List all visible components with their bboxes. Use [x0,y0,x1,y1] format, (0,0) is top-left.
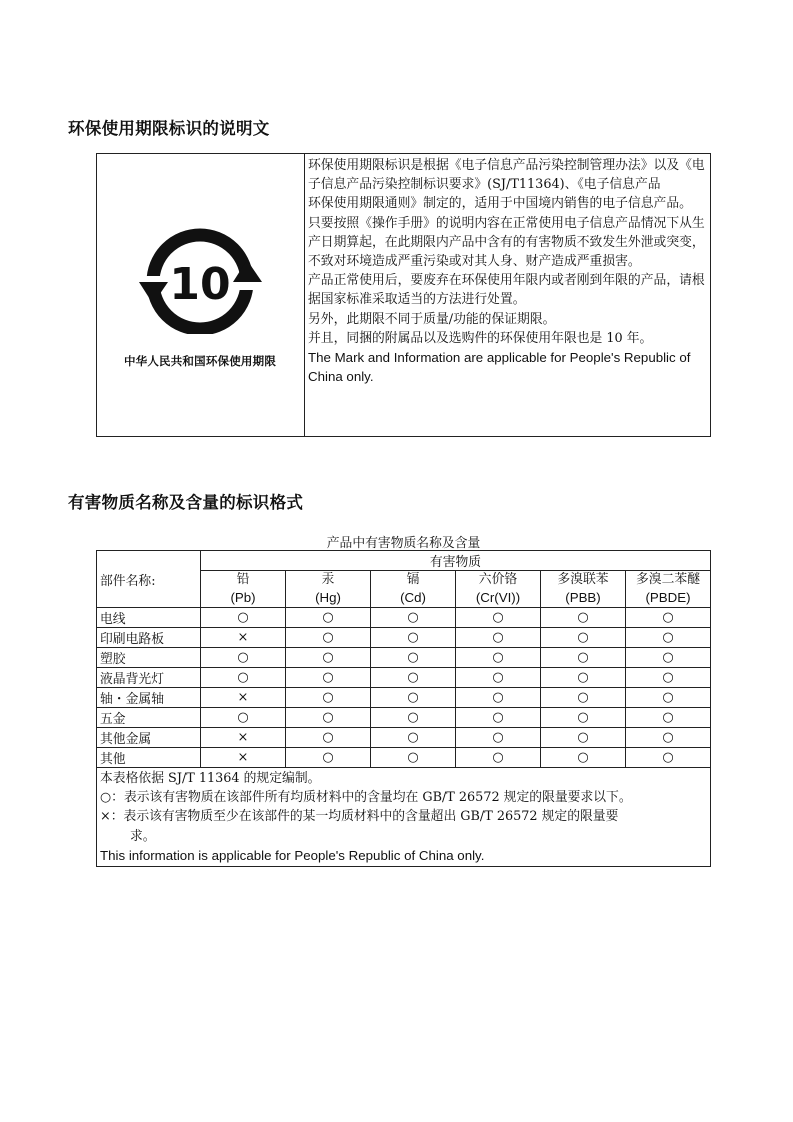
note-cross-cont: 求。 [130,828,156,844]
content-mark: ○ [286,728,371,748]
content-mark: ○ [456,608,541,628]
substance-header: 铅 (Pb) [201,571,286,608]
content-mark: ○ [541,648,626,668]
part-name: 五金 [97,708,201,728]
content-mark: ○ [626,608,711,628]
content-mark: ○ [626,688,711,708]
substance-header: 汞 (Hg) [286,571,371,608]
content-mark: × [201,688,286,708]
content-mark: ○ [286,668,371,688]
content-mark: ○ [456,708,541,728]
hazardous-substance-table [96,550,711,867]
paragraph: 只要按照《操作手册》的说明内容在正常使用电子信息产品情况下从生产日期算起，在此期限内产品中含有的有害物质不致发生外泄或突变，不致对环境造成严重污染或对其人身、财产造成严重损害。 [308,215,705,270]
table-row [97,748,711,768]
content-mark: ○ [541,608,626,628]
content-mark: ○ [371,628,456,648]
table-notes [97,768,711,867]
substance-header: 六价铬 (Cr(VI)) [456,571,541,608]
epup-10-mark-icon [137,224,263,334]
mark-number: 10 [169,259,231,310]
english-note: The Mark and Information are applicable for People's Republic of China only. [308,350,691,385]
part-name: 轴・金属轴 [97,688,201,708]
part-name: 塑胶 [97,648,201,668]
table-row [97,608,711,628]
content-mark: ○ [541,708,626,728]
group-header: 有害物质 [201,551,711,571]
epup-mark-table [96,153,711,437]
content-mark: ○ [201,668,286,688]
content-mark: ○ [286,688,371,708]
content-mark: ○ [456,748,541,768]
section-heading-hazardous: 有害物质名称及含量的标识格式 [68,493,304,512]
content-mark: ○ [541,668,626,688]
content-mark: ○ [286,708,371,728]
part-name: 电线 [97,608,201,628]
content-mark: ○ [286,648,371,668]
table-row [97,688,711,708]
part-header: 部件名称: [97,551,201,608]
substance-header: 镉 (Cd) [371,571,456,608]
content-mark: × [201,748,286,768]
mark-cell [97,154,305,437]
paragraph: 并且，同捆的附属品以及选购件的环保使用年限也是 10 年。 [308,330,653,346]
content-mark: ○ [456,728,541,748]
part-name: 印刷电路板 [97,628,201,648]
table-row [97,708,711,728]
content-mark: ○ [626,668,711,688]
content-mark: × [201,628,286,648]
content-mark: ○ [626,728,711,748]
content-mark: ○ [201,648,286,668]
content-mark: ○ [286,608,371,628]
part-name: 其他 [97,748,201,768]
content-mark: ○ [626,648,711,668]
table-caption: 产品中有害物质名称及含量 [326,536,481,551]
note-circle: ○：表示该有害物质在该部件所有均质材料中的含量均在 GB/T 26572 规定的限量要求以下。 [100,790,632,806]
content-mark: ○ [371,648,456,668]
note-english: This information is applicable for People's Republic of China only. [100,847,485,863]
table-row [97,648,711,668]
content-mark: ○ [201,708,286,728]
content-mark: ○ [371,748,456,768]
content-mark: ○ [456,628,541,648]
content-mark: ○ [201,608,286,628]
content-mark: ○ [286,628,371,648]
table-row [97,668,711,688]
section-heading-epup: 环保使用期限标识的说明文 [68,119,270,138]
part-name: 其他金属 [97,728,201,748]
table-row [97,628,711,648]
part-name: 液晶背光灯 [97,668,201,688]
content-mark: ○ [371,608,456,628]
mark-caption: 中华人民共和国环保使用期限 [123,354,277,368]
content-mark: ○ [626,628,711,648]
content-mark: ○ [456,688,541,708]
content-mark: ○ [456,668,541,688]
paragraph: 环保使用期限通则》制定的，适用于中国境内销售的电子信息产品。 [308,196,692,212]
table-row [97,728,711,748]
content-mark: ○ [541,748,626,768]
content-mark: ○ [456,648,541,668]
substance-header: 多溴二苯醚 (PBDE) [626,571,711,608]
content-mark: × [201,728,286,748]
note-standard: 本表格依据 SJ/T 11364 的规定编制。 [100,771,321,786]
content-mark: ○ [541,628,626,648]
paragraph: 环保使用期限标识是根据《电子信息产品污染控制管理办法》以及《电子信息产品污染控制标识要求》(SJ/T11364)、《电子信息产品 [308,158,705,193]
content-mark: ○ [371,688,456,708]
content-mark: ○ [541,688,626,708]
content-mark: ○ [541,728,626,748]
substance-header: 多溴联苯 (PBB) [541,571,626,608]
mark-description [305,154,711,437]
content-mark: ○ [371,728,456,748]
paragraph: 产品正常使用后，要废弃在环保使用年限内或者刚到年限的产品，请根据国家标准采取适当的方法进行处置。 [308,273,705,308]
content-mark: ○ [371,708,456,728]
content-mark: ○ [626,748,711,768]
content-mark: ○ [626,708,711,728]
note-cross: ×：表示该有害物质至少在该部件的某一均质材料中的含量超出 GB/T 26572 规定的限量要 [100,809,619,825]
content-mark: ○ [286,748,371,768]
paragraph: 另外，此期限不同于质量/功能的保证期限。 [308,311,556,327]
content-mark: ○ [371,668,456,688]
